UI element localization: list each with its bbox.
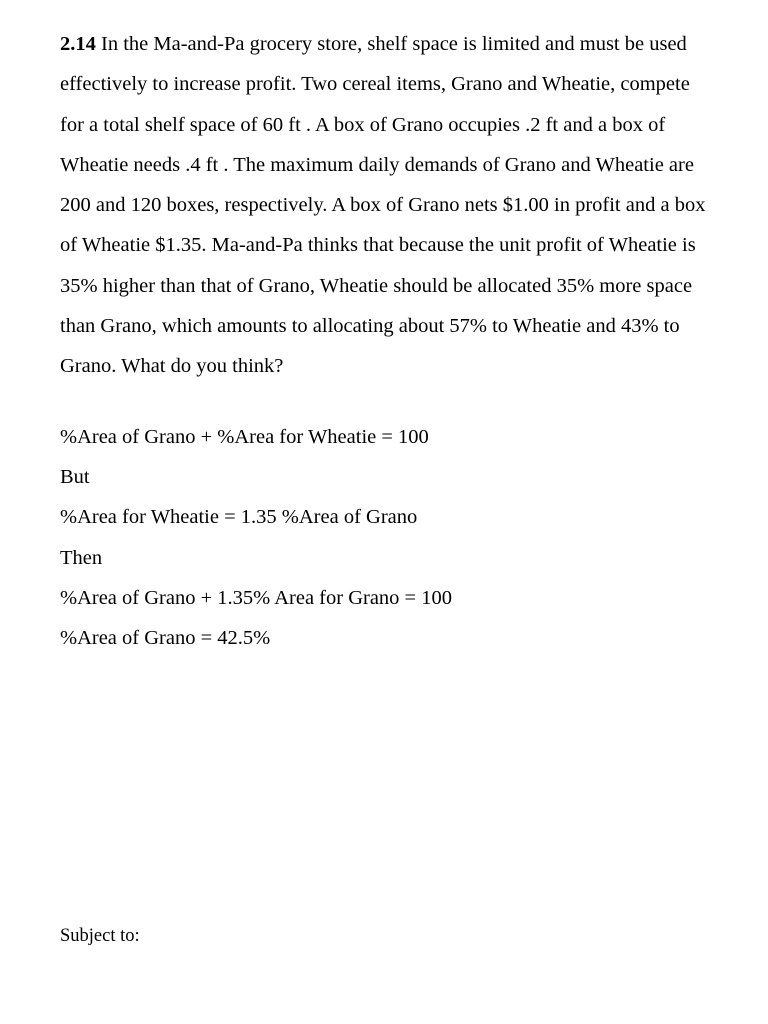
problem-statement [60,24,710,387]
work-line-area-sum: %Area of Grano + %Area for Wheatie = 100 [60,425,429,448]
problem-text: In the Ma-and-Pa grocery store, shelf space is limited and must be used effectively to increase profit. Two cereal items, Grano and Wheatie, compete for a total shelf space of 60 ft . A box of Grano occupies .2 ft and a box of Wheatie needs .4 ft . The maximum daily demands of Grano and Wheatie are 200 and 120 boxes, respectively. A box of Grano nets $1.00 in profit and a box of Wheatie $1.35. Ma-and-Pa thinks that because the unit profit of Wheatie is 35% higher than that of Grano, Wheatie should be allocated 35% more space than Grano, which amounts to allocating about 57% to Wheatie and 43% to Grano. What do you think? [60,33,706,378]
work-line-wheatie-ratio: %Area for Wheatie = 1.35 %Area of Grano [60,506,418,529]
problem-number: 2.14 [60,33,96,55]
subject-to-label: Subject to: [60,926,140,946]
work-line-but: But [60,465,90,488]
work-line-then: Then [60,546,103,569]
solution-work [60,417,710,659]
work-line-substitution: %Area of Grano + 1.35% Area for Grano = 100 [60,586,452,609]
work-line-result: %Area of Grano = 42.5% [60,627,271,650]
document-body [60,24,710,658]
